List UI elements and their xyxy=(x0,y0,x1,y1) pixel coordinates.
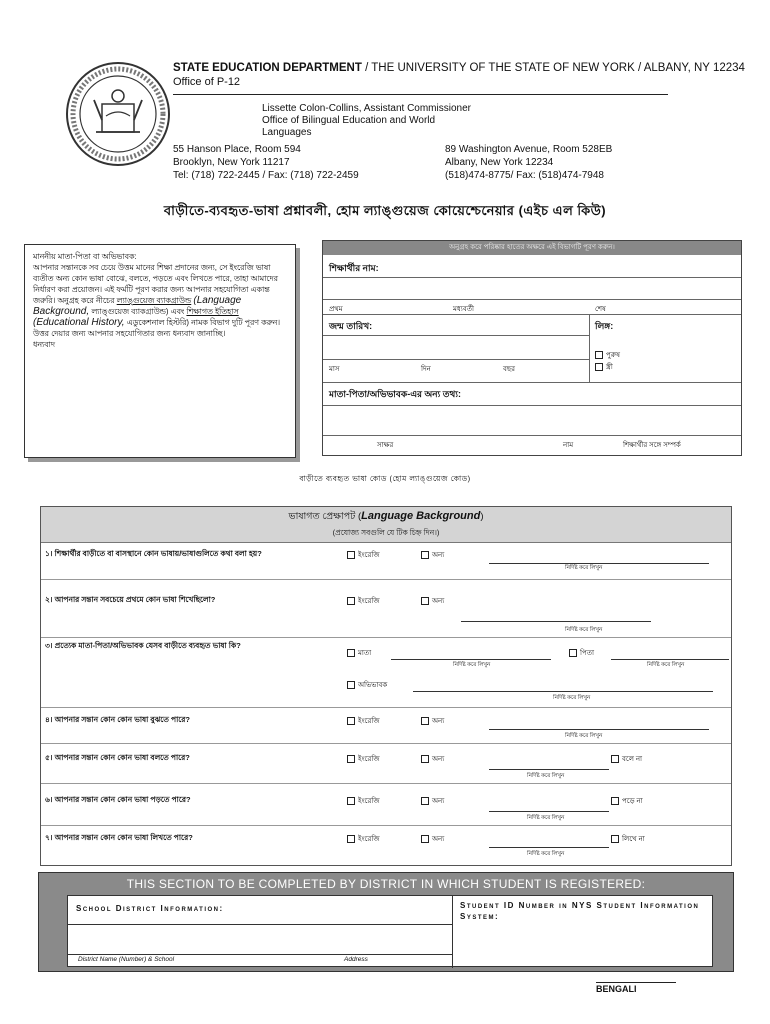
question-4: ৪। আপনার সন্তান কোন কোন ভাষা বুঝতে পারে? xyxy=(45,715,190,724)
male-option[interactable]: পুরুষ xyxy=(595,349,620,361)
address-albany: 89 Washington Avenue, Room 528EB Albany, New York 12234 (518)474-8775/ Fax: (518)474-7948 xyxy=(445,144,613,181)
school-district-info-label: School District Information: xyxy=(76,904,224,913)
q2-other[interactable]: অন্য xyxy=(421,595,444,607)
dob-label: জন্ম তারিখ: xyxy=(329,321,373,331)
q3-father[interactable]: পিতা xyxy=(569,647,594,659)
language-background-section: ভাষাগত প্রেক্ষাপট (Language Background) (প্রযোজ্য সবগুলি যে টিক চিহ্ন দিন।) ১। শিক্ষার্থীর বাড়ীতে বা বাসস্থানে কোন ভাষায়/ভাষাগুলিতে কথা বলা হয়? ইংরেজি অন্য নির্দিষ্ট করে লিখুন ২। আপনার সন্তান সবচেয়ে প্রথমে কোন ভাষা শিখেছিলো? ইংরেজি অন্য নির্দিষ্ট করে লিখুন ৩। প্রত্যেক মাতা-পিতা/অভিভাবক যেসব বাড়ীতে ব্যবহৃত ভাষা কি? মাতা নির্দিষ্ট করে লিখুন পিতা নির্দিষ্ট করে লিখুন অভিভাবক নির্দিষ্ট করে লিখুন ৪। আপনার সন্তান কোন কোন ভাষা বুঝতে পারে? ইংরেজি অন্য নির্দিষ্ট করে লিখুন ৫। আপনার সন্তান কোন কোন ভাষা বলতে পারে? ইংরেজি অন্য নির্দিষ্ট করে লিখুন বলে না ৬। আপনার সন্তান কোন কোন ভাষা পড়তে পারে? ইংরেজি অন্য নির্দিষ্ট করে লিখুন পড়ে না ৭। আপনার সন্তান কোন কোন ভাষা লিখতে পারে? ইংরেজি অন্য নির্দিষ্ট করে লিখুন লিখে না xyxy=(40,506,732,866)
student-info-table: অনুগ্রহ করে পরিষ্কার হাতের অক্ষরে এই বিভাগটি পূরণ করুন। শিক্ষার্থীর নাম: প্রথম মধ্যবর্তী শেষ জন্ম তারিখ: লিঙ্গ: মাস দিন বছর পুরুষ স্ত্রী মাতা-পিতা/অভিভাবক-এর অন্য তথ্য: সাক্ষর নাম শিক্ষার্থীর সঙ্গে সম্পর্ক xyxy=(322,240,742,456)
q6-cant-read[interactable]: পড়ে না xyxy=(611,795,643,807)
q5-cant-speak[interactable]: বলে না xyxy=(611,753,642,765)
student-name-field[interactable] xyxy=(325,279,739,299)
district-name-field[interactable] xyxy=(70,926,450,954)
student-id-field[interactable] xyxy=(456,926,710,966)
assistant-commissioner: Lissette Colon-Collins, Assistant Commissioner Office of Bilingual Education and World Languages xyxy=(262,103,471,138)
student-info-bar: অনুগ্রহ করে পরিষ্কার হাতের অক্ষরে এই বিভাগটি পূরণ করুন। xyxy=(323,241,741,255)
question-3: ৩। প্রত্যেক মাতা-পিতা/অভিভাবক যেসব বাড়ীতে ব্যবহৃত ভাষা কি? xyxy=(45,641,241,650)
district-name-caption: District Name (Number) & School xyxy=(78,956,175,963)
parent-info-label: মাতা-পিতা/অভিভাবক-এর অন্য তথ্য: xyxy=(329,389,461,399)
q7-cant-write[interactable]: লিখে না xyxy=(611,833,645,845)
q1-english[interactable]: ইংরেজি xyxy=(347,549,380,561)
address-brooklyn: 55 Hanson Place, Room 594 Brooklyn, New York 11217 Tel: (718) 722-2445 / Fax: (718) 722-2459 xyxy=(173,144,359,181)
student-id-label: Student ID Number in NYS Student Information System: xyxy=(460,901,700,921)
instructions-box: মাননীয় মাতা-পিতা বা অভিভাবক: আপনার সন্তানকে সব চেয়ে উত্তম মানের শিক্ষা প্রদানের জন্য, সে ইংরেজি ভাষা ব্যতীত অন্য কোন ভাষা বোঝে, বলতে, পড়তে এবং লিখতে পারে, তাহা আমাদের নির্ধারণ করা প্রয়োজন। এই ফর্মটি পূরণ করার জন্য আপনার সহযোগিতা একান্ত জরুরি। অনুগ্রহ করে নীচের ল্যাঙ্গুয়েজ ব্যাকগ্রাউন্ড (Language Background, ল্যাঙ্গুয়েজ ব্যাকগ্রাউন্ড) এবং শিক্ষাগত ইতিহাস (Educational History, এডুকেশনাল হিস্টরি) নামক বিভাগ দুটি পূরণ করুন। উত্তর দেয়ার জন্য আপনার সহযোগিতার জন্য ধন্যবাদ জানাচ্ছি। ধন্যবাদ xyxy=(24,244,296,458)
question-1: ১। শিক্ষার্থীর বাড়ীতে বা বাসস্থানে কোন ভাষায়/ভাষাগুলিতে কথা বলা হয়? xyxy=(45,549,262,558)
header-rule xyxy=(173,94,668,95)
office-line: Office of P-12 xyxy=(173,76,241,88)
female-checkbox[interactable] xyxy=(595,363,603,371)
page-title: বাড়ীতে-ব্যবহৃত-ভাষা প্রশ্নাবলী, হোম ল্যাঙ্গুয়েজ কোয়েশ্চেনেয়ার (এইচ এল কিউ) xyxy=(163,203,607,218)
question-6: ৬। আপনার সন্তান কোন কোন ভাষা পড়তে পারে? xyxy=(45,795,191,804)
language-footer: BENGALI xyxy=(596,982,676,994)
sex-label: লিঙ্গ: xyxy=(595,321,614,331)
district-banner: THIS SECTION TO BE COMPLETED BY DISTRICT IN WHICH STUDENT IS REGISTERED: xyxy=(126,877,646,891)
question-2: ২। আপনার সন্তান সবচেয়ে প্রথমে কোন ভাষা শিখেছিলো? xyxy=(45,595,216,604)
district-section xyxy=(38,872,734,972)
question-7: ৭। আপনার সন্তান কোন কোন ভাষা লিখতে পারে? xyxy=(45,833,193,842)
parent-info-field[interactable] xyxy=(325,407,739,433)
q7-english[interactable]: ইংরেজি xyxy=(347,833,380,845)
q5-other[interactable]: অন্য xyxy=(421,753,444,765)
nys-seal xyxy=(64,60,172,168)
home-language-code-note: বাড়ীতে ব্যবহৃত ভাষা কোড (হোম ল্যাঙ্গুয়েজ কোড) xyxy=(299,474,471,483)
q1-other[interactable]: অন্য xyxy=(421,549,444,561)
q4-english[interactable]: ইংরেজি xyxy=(347,715,380,727)
q6-english[interactable]: ইংরেজি xyxy=(347,795,380,807)
q3-mother[interactable]: মাতা xyxy=(347,647,371,659)
dob-field[interactable] xyxy=(325,337,587,361)
female-option[interactable]: স্ত্রী xyxy=(595,361,613,373)
q2-english[interactable]: ইংরেজি xyxy=(347,595,380,607)
q5-english[interactable]: ইংরেজি xyxy=(347,753,380,765)
q4-other[interactable]: অন্য xyxy=(421,715,444,727)
male-checkbox[interactable] xyxy=(595,351,603,359)
thanks: ধন্যবাদ xyxy=(33,340,55,349)
student-name-label: শিক্ষার্থীর নাম: xyxy=(329,263,379,273)
language-background-header: ভাষাগত প্রেক্ষাপট (Language Background) (প্রযোজ্য সবগুলি যে টিক চিহ্ন দিন।) xyxy=(41,507,731,543)
salutation: মাননীয় মাতা-পিতা বা অভিভাবক: xyxy=(33,252,137,261)
district-info-box xyxy=(67,895,713,967)
q3-guardian[interactable]: অভিভাবক xyxy=(347,679,387,691)
department-line: STATE EDUCATION DEPARTMENT / THE UNIVERSITY OF THE STATE OF NEW YORK / ALBANY, NY 12234 xyxy=(173,62,745,74)
q7-other[interactable]: অন্য xyxy=(421,833,444,845)
question-5: ৫। আপনার সন্তান কোন কোন ভাষা বলতে পারে? xyxy=(45,753,190,762)
address-caption: Address xyxy=(344,956,368,963)
q6-other[interactable]: অন্য xyxy=(421,795,444,807)
